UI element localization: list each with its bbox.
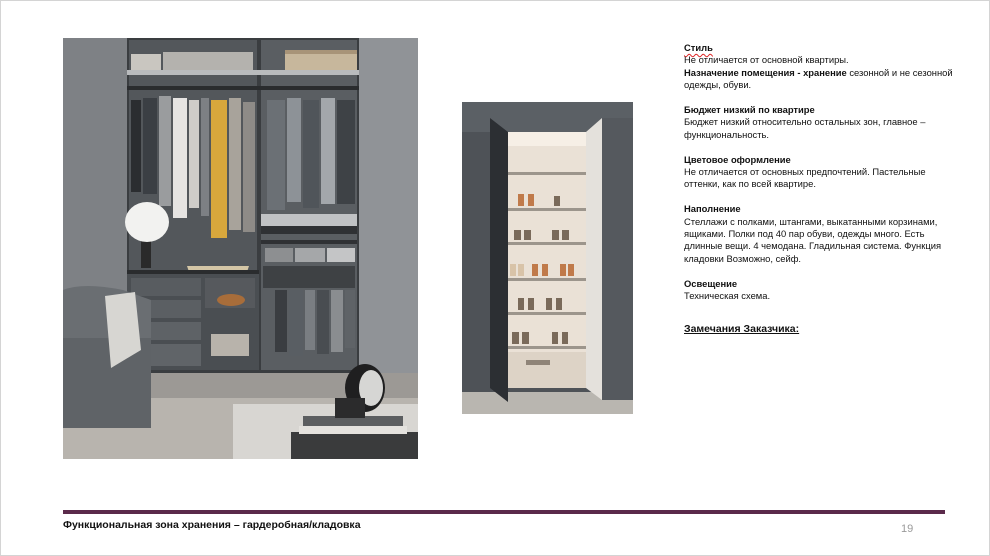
filling-text: Стеллажи с полками, штангами, выкатанными корзинами, ящиками. Полки под 40 пар обуви, одежды много. Есть длинные вещи. 4 чемодана. Гладильная система. Функция кладовки Возможно, сейф. [684,215,942,264]
budget-heading: Бюджет низкий по квартире [684,104,815,116]
budget-text: Бюджет низкий относительно остальных зон, главное – функциональность. [684,116,926,140]
style-section [684,42,954,92]
color-section [684,154,954,191]
lighting-section [684,278,954,303]
brief-notes [684,42,954,315]
wardrobe-photo [63,38,418,459]
shoe-closet-photo [462,102,633,414]
budget-section [684,104,954,141]
footer-accent-bar [63,510,945,514]
page-number: 19 [901,523,914,535]
style-heading: Стиль [684,42,713,53]
lighting-heading: Освещение [684,277,738,289]
color-text: Не отличается от основных предпочтений. Пастельные оттенки, как по всей квартире. [684,166,926,190]
lighting-text: Техническая схема. [684,290,771,302]
style-text: Не отличается от основной квартиры. [684,54,849,66]
customer-remarks-heading: Замечания Заказчика: [684,323,800,335]
filling-heading: Наполнение [684,203,741,215]
color-heading: Цветовое оформление [684,153,791,165]
purpose-label: Назначение помещения - хранение [684,66,847,78]
footer-title: Функциональная зона хранения – гардеробная/кладовка [63,519,361,531]
purpose-text: сезонной и не сезонной одежды, обуви. [684,66,953,91]
filling-section [684,203,954,265]
